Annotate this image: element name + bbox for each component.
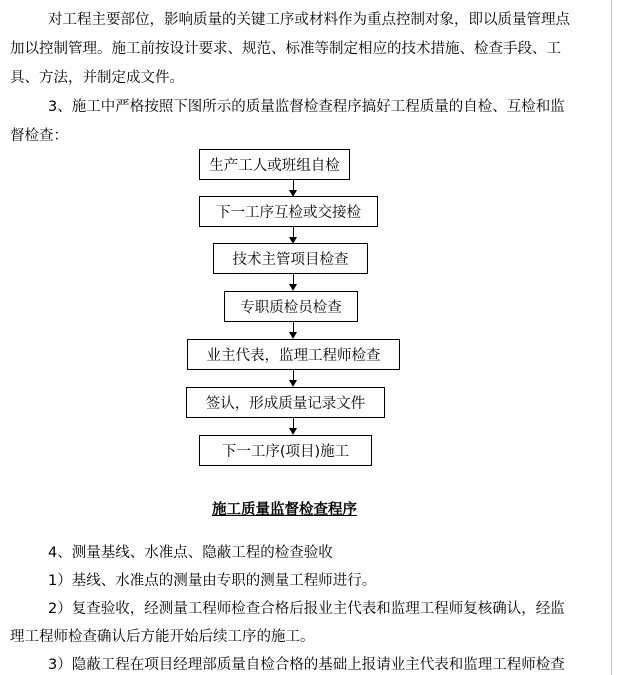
flow-arrow — [293, 418, 294, 428]
paragraph-line: 3）隐蔽工程在项目经理部质量自检合格的基础上报请业主代表和监理工程师检查 — [48, 657, 565, 673]
flow-step-quality-inspector: 专职质检员检查 — [224, 291, 358, 322]
arrow-down-icon — [289, 332, 297, 339]
paragraph-line: 2）复查验收，经测量工程师检查合格后报业主代表和监理工程师复核确认，经监 — [48, 601, 565, 617]
flow-step-tech-supervisor: 技术主管项目检查 — [213, 243, 368, 274]
page-margin-line — [611, 0, 612, 675]
paragraph-line: 4、测量基线、水准点、隐蔽工程的检查验收 — [48, 545, 333, 561]
paragraph-line: 理工程师检查确认后方能开始后续工序的施工。 — [10, 629, 315, 645]
flow-step-sign-record: 签认，形成质量记录文件 — [186, 387, 385, 418]
paragraph-line: 加以控制管理。施工前按设计要求、规范、标准等制定相应的技术措施、检查手段、工 — [10, 41, 561, 57]
paragraph-line: 对工程主要部位，影响质量的关键工序或材料作为重点控制对象，即以质量管理点 — [48, 12, 570, 28]
flow-step-self-check: 生产工人或班组自检 — [199, 149, 350, 180]
flow-arrow — [293, 370, 294, 380]
paragraph-line: 3、施工中严格按照下图所示的质量监督检查程序搞好工程质量的自检、互检和监 — [48, 99, 565, 115]
flow-step-owner-supervisor: 业主代表，监理工程师检查 — [187, 339, 400, 370]
flow-step-next-process: 下一工序(项目)施工 — [199, 435, 372, 466]
arrow-down-icon — [289, 380, 297, 387]
flow-arrow — [293, 274, 294, 284]
flow-arrow — [293, 227, 294, 237]
paragraph-line: 督检查： — [10, 128, 68, 144]
flow-arrow — [293, 180, 294, 190]
arrow-down-icon — [289, 284, 297, 291]
flowchart-caption: 施工质量监督检查程序 — [212, 502, 357, 518]
flow-arrow — [293, 322, 294, 332]
flow-step-mutual-check: 下一工序互检或交接检 — [199, 196, 378, 227]
paragraph-line: 1）基线、水准点的测量由专职的测量工程师进行。 — [48, 573, 377, 589]
arrow-down-icon — [289, 428, 297, 435]
paragraph-line: 具、方法，并制定成文件。 — [10, 70, 184, 86]
